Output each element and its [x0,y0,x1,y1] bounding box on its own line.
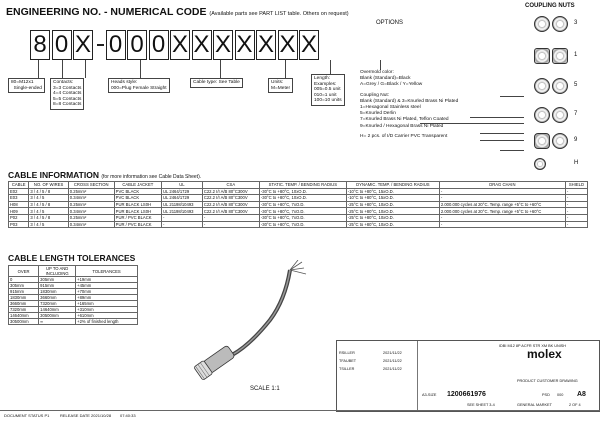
sec-sheet: SEE SHEET 3-4 [467,403,495,407]
cable-body [232,270,290,355]
table-cell: UL 2464/1729 [162,188,203,195]
tolerances-table [8,265,138,325]
table-cell: - [439,221,565,228]
table-cell: UL 21198/10493 [162,208,203,215]
table-row [9,221,588,228]
coupling-nut-option: 1=Hexagonal Stainless steel [360,105,421,111]
product-drawing-label: PRODUCT CUSTOMER DRAWING [517,379,578,383]
cable-info-note: (for more information see Cable Data Sheet). [101,174,202,180]
column-header: UL [162,182,203,189]
table-cell: - [565,195,587,202]
column-header: TOLERANCES [76,266,138,277]
coupling-nut-option: 9=Knurled / Hexagonal Brass Ni Plated [360,123,444,129]
table-cell: - [565,221,587,228]
table-cell: -10°C to +80°C, 15xO.D. [346,188,439,195]
hex-brass-nut-icon [534,133,550,149]
document-status: DOCUMENT STATUS P1 [4,413,50,418]
leader-line [220,60,221,78]
table-cell: 3 / 4 / 5 / 8 [29,201,68,208]
code-char: X [279,31,296,58]
cable-body-highlight [232,270,290,355]
code-char: 0 [149,30,169,60]
approved-by: TSILLER [339,367,355,371]
carrier-option: H= 2 pcs. of I/D Carrier PVC Transparent [360,133,448,139]
code-char: 0 [127,30,147,60]
table-row [9,319,138,325]
column-header: CABLE JACKET [114,182,161,189]
column-header: CSA [202,182,259,189]
nut-number: 3 [574,20,578,26]
length-label: Length: Examples: 005=0.5 unit 010=1 unit 100=10 units [311,74,345,106]
table-cell: 0 [9,277,39,283]
code-char: X [300,31,317,58]
release-time: 07:40:33 [120,413,136,418]
table-cell: 305mm [9,283,39,289]
table-cell: +45mm [76,283,138,289]
table-cell: 3 / 4 / 5 [29,221,68,228]
leader-line [38,60,39,78]
table-cell: ∞ [39,319,76,325]
table-cell: -30°C to +80°C, 10xO.D. [259,195,346,202]
code-char: X [214,31,231,58]
molex-logo: molex [527,347,562,361]
overmold-option: Blank (Standard)=Black [360,76,411,82]
table-cell: -10°C to +80°C, 15xO.D. [346,195,439,202]
table-cell: -25°C to +80°C, 10xO.D. [346,214,439,221]
table-cell: 14640mm [9,313,39,319]
leader-line [85,60,86,78]
leader-line [500,150,524,151]
code-boxes [30,30,321,60]
leader-line [480,140,524,141]
coupling-nut-option: Blank (Standard) & 3=Knurled Brass Ni Plated [360,98,459,104]
cable-wires [290,260,306,274]
table-cell: - [202,214,259,221]
release-date: RELEASE DATE 2021/10/28 [60,413,112,418]
table-cell: +165mm [76,301,138,307]
table-cell: PVC BLACK [114,195,161,202]
table-cell: -25°C to +80°C, 10xO.D. [346,208,439,215]
series-label: 80=M12x1 Single-ended [8,78,45,93]
table-cell: -30°C to +80°C, 7xO.D. [259,208,346,215]
cable-info-table [8,181,588,228]
table-header-row [9,266,138,277]
derlin-nut-icon [534,78,550,94]
document-number: 1200661976 [447,391,486,398]
date: 2021/11/22 [383,351,402,355]
table-cell: 2.000.000 cycles at 20°C. Temp. range +5°C to +60°C [439,201,565,208]
nut-number: 5 [574,82,578,88]
column-header: CABLE [9,182,29,189]
doc-part: 000 [557,393,564,397]
leader-line [330,60,331,74]
part-description: IDBI M12 8P ACFR STR XM BK UNISH [499,344,567,348]
table-cell: -25°C to +80°C, 10xO.D. [346,221,439,228]
table-header-row [9,182,588,189]
leader-line [500,96,524,97]
table-row [9,201,588,208]
heads-label: Heads style: 000=Plug Female Straight [108,78,170,93]
table-cell: PUR BLACK LS0H [114,208,161,215]
cable-drawing [190,260,310,390]
table-row [9,195,588,202]
code-char: X [193,31,210,58]
table-cell: E02 [9,188,29,195]
code-char: 0 [52,30,72,60]
table-cell: 915mm [9,289,39,295]
table-cell: 3 / 4 / 5 / 8 [29,188,68,195]
table-cell: C22.2 I/I A/B 80°C300V [202,208,259,215]
table-cell: 1830mm [9,295,39,301]
table-row [9,188,588,195]
table-cell: PUR BLACK LS0H [114,201,161,208]
sheet-size: A3-SIZE [422,393,437,397]
column-header: DYNAMIC. TEMP. / BENDING RADIUS [346,182,439,189]
table-cell: 0.25mm² [68,201,114,208]
checked-by: TFAUBET [339,359,357,363]
column-header: DRAG CHAIN [439,182,565,189]
table-cell: 0.34mm² [68,195,114,202]
table-cell: E03 [9,195,29,202]
leader-line [480,133,524,134]
coupling-nuts-title: COUPLING NUTS [525,3,575,9]
code-char: X [236,31,253,58]
coupling-nut-option: 5=Knurled Derlin [360,111,396,117]
nut-number: 7 [574,111,578,117]
code-char: X [257,31,274,58]
date: 2021/11/22 [383,359,402,363]
table-cell: +70mm [76,289,138,295]
knurled-nut-side-icon [552,16,568,32]
page-title [6,6,349,18]
column-header: CROSS SECTION [68,182,114,189]
overmold-option: A=Grey / G=Black / Y=Yellow [360,82,423,88]
table-cell: -30°C to +80°C, 10xO.D. [259,188,346,195]
table-cell: 3660mm [9,301,39,307]
sheet-number: 2 OF 4 [569,403,581,407]
date: 2021/11/22 [383,367,402,371]
table-cell: PUR / PVC BLACK [114,221,161,228]
table-cell: 1830mm [39,289,76,295]
hex-nut-side-icon [552,48,568,64]
table-cell: 0.25mm² [68,214,114,221]
table-cell: C22.2 I/I A/B 80°C300V [202,201,259,208]
leader-line [285,60,286,78]
coupling-nut-option: 7=Knurled Brass Ni Plated, Teflon Coated [360,117,449,123]
table-cell: - [439,214,565,221]
options-block [360,70,458,140]
table-cell: -30°C to +80°C, 7xO.D. [259,201,346,208]
column-header: UP TO AND INCLUDING [39,266,76,277]
leader-line [140,60,141,78]
table-cell: 3660mm [39,295,76,301]
table-cell: 0.34mm² [68,208,114,215]
coupling-nuts-panel [528,10,598,175]
leader-line [420,123,524,124]
table-cell: -25°C to +80°C, 10xO.D. [346,201,439,208]
table-cell: - [439,195,565,202]
table-cell: UL 21198/10493 [162,201,203,208]
leader-line [470,117,524,118]
table-cell: 30500mm [39,313,76,319]
table-cell: 7320mm [39,301,76,307]
code-char: X [74,31,91,58]
table-cell: - [565,214,587,221]
derlin-nut-side-icon [552,78,568,94]
table-cell: H08 [9,201,29,208]
table-cell: P02 [9,214,29,221]
column-header: SHIELD [565,182,587,189]
carrier-ring-icon [534,158,546,170]
table-row [9,208,588,215]
title-note: (Available parts see PART LIST table. Others on request) [209,11,349,17]
leader-line [62,60,63,78]
cable-type-label: Cable type: See Table [190,78,243,88]
table-cell: C22.2 I/I A/B 80°C300V [202,195,259,202]
drawn-by: RSILLER [339,351,355,355]
coupling-nut-heading: Coupling Nut: [360,92,390,98]
tolerances-title: CABLE LENGTH TOLERANCES [8,253,136,263]
table-cell: 2.000.000 cycles at 20°C. Temp. range +5°C to +60°C [439,208,565,215]
table-cell: - [162,221,203,228]
hex-brass-nut-side-icon [552,133,568,149]
revision: A8 [577,391,586,398]
teflon-nut-icon [534,107,550,123]
table-cell: PVC BLACK [114,188,161,195]
table-cell: -30°C to +80°C, 7xO.D. [259,221,346,228]
column-header: OVER [9,266,39,277]
cable-info-heading [8,170,201,180]
nut-number: 9 [574,137,578,143]
table-cell: 14640mm [39,307,76,313]
table-cell: P03 [9,221,29,228]
cable-info-title: CABLE INFORMATION [8,170,99,180]
leader-line [380,60,381,70]
overmold-heading: Overmold color: [360,70,394,75]
hex-nut-icon [534,48,550,64]
units-label: Units: M=Meter [268,78,293,93]
table-cell: - [439,188,565,195]
table-cell: 3 / 4 / 5 [29,195,68,202]
nut-number: H [574,160,579,166]
table-cell: 7320mm [9,307,39,313]
table-cell: - [162,214,203,221]
table-cell: - [565,188,587,195]
table-cell: - [565,201,587,208]
table-cell: PUR / PVC BLACK [114,214,161,221]
table-cell: - [202,221,259,228]
general-market: GENERAL MARKET [517,403,552,407]
table-cell: UL 2464/1729 [162,195,203,202]
table-cell: - [565,208,587,215]
options-label: OPTIONS [376,20,404,26]
table-cell: 0.34mm² [68,221,114,228]
title-block [336,340,600,412]
table-cell: 3 / 4 / 5 / 8 [29,214,68,221]
title-block-left [337,341,418,411]
table-cell: -30°C to +80°C, 7xO.D. [259,214,346,221]
doc-type: PSD [542,393,550,397]
teflon-nut-side-icon [552,107,568,123]
code-char: X [171,31,188,58]
table-cell: 30500mm [9,319,39,325]
title-text: ENGINEERING NO. - NUMERICAL CODE [6,6,207,18]
code-char: 0 [106,30,126,60]
connector-body [194,344,236,380]
table-cell: +310mm [76,307,138,313]
table-cell: 915mm [39,283,76,289]
table-cell: 305mm [39,277,76,283]
table-cell: +610mm [76,313,138,319]
table-cell: 3 / 4 / 5 [29,208,68,215]
table-cell: C22.2 I/I A/B 80°C300V [202,188,259,195]
table-row [9,214,588,221]
contacts-label: Contacts: 3=3 Contacts 4=4 Contacts 5=5 Contacts 8=8 Contacts [50,78,84,110]
dash [97,44,104,46]
table-cell: +2% of finished length [76,319,138,325]
knurled-nut-icon [534,16,550,32]
code-char: 8 [30,30,50,60]
nut-number: 1 [574,52,578,58]
table-cell: H09 [9,208,29,215]
footer [0,410,600,421]
table-cell: 0.25mm² [68,188,114,195]
table-cell: +89mm [76,295,138,301]
column-header: STATIC. TEMP. / BENDING RADIUS [259,182,346,189]
table-cell: +19mm [76,277,138,283]
scale-label: SCALE 1:1 [250,386,280,392]
column-header: NO. OF WIRES [29,182,68,189]
